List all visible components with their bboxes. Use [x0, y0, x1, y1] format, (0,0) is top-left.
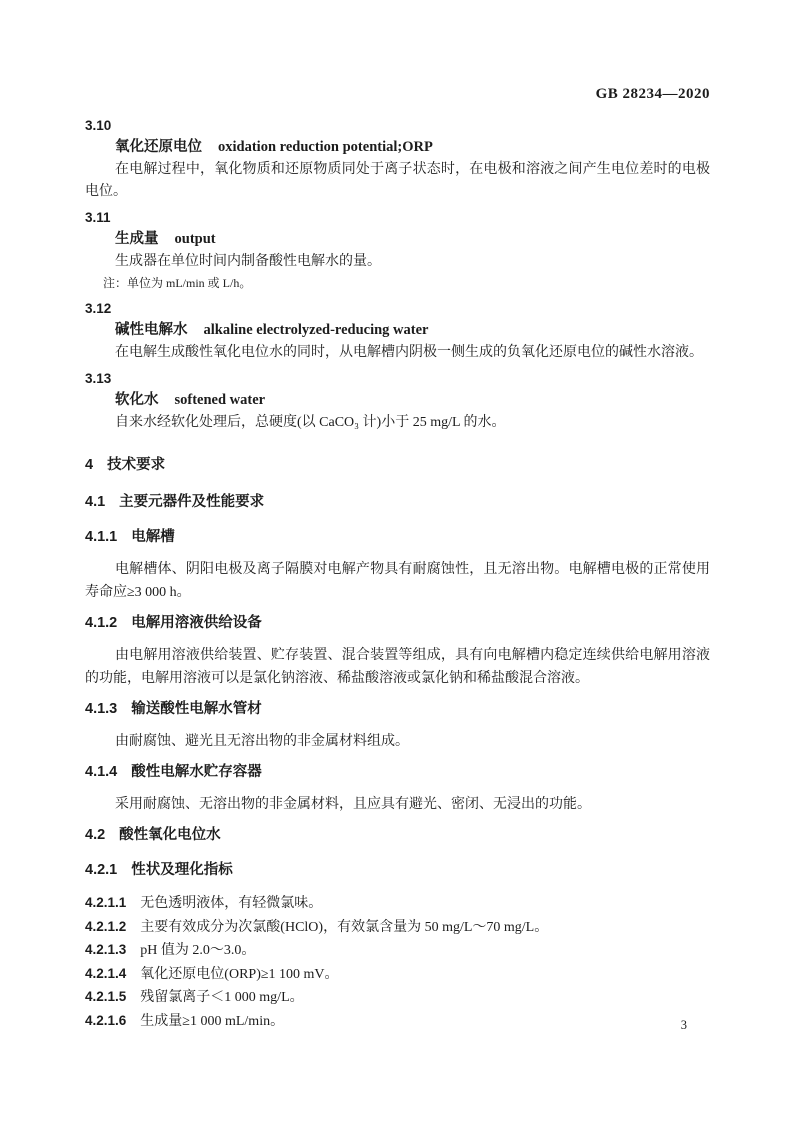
- term-3-13: [85, 368, 710, 434]
- section-title: 主要元器件及性能要求: [119, 494, 265, 510]
- section-body-4-1-4: 采用耐腐蚀、无溶出物的非金属材料，且应具有避光、密闭、无浸出的功能。: [115, 797, 591, 812]
- chapter-number: 4: [85, 457, 94, 473]
- requirement-item: [85, 1010, 710, 1034]
- section-title: 电解槽: [131, 529, 175, 545]
- item-text: 主要有效成分为次氯酸(HClO)，有效氯含量为 50 mg/L～70 mg/L。: [140, 919, 549, 935]
- term-name: 生成量: [115, 231, 159, 247]
- item-number: 4.2.1.3: [85, 942, 127, 957]
- term-clause-number: 3.10: [85, 118, 112, 133]
- section-heading-4-1-2: [85, 612, 710, 634]
- section-heading-4-1: [85, 491, 710, 513]
- term-definition: 生成器在单位时间内制备酸性电解水的量。: [115, 254, 381, 269]
- section-title: 性状及理化指标: [131, 862, 233, 878]
- section-number: 4.1.3: [85, 701, 118, 717]
- term-clause-number: 3.12: [85, 301, 112, 316]
- term-definition: 在电解过程中，氧化物质和还原物质同处于离子状态时，在电极和溶液之间产生电位差时的电极电位。: [85, 162, 710, 199]
- term-english: softened water: [174, 392, 266, 408]
- requirement-items: [85, 892, 710, 1033]
- item-number: 4.2.1.5: [85, 989, 127, 1004]
- term-name: 碱性电解水: [115, 322, 188, 338]
- section-heading-4-1-4: [85, 761, 710, 783]
- term-3-11: [85, 207, 710, 294]
- requirement-item: [85, 986, 710, 1010]
- terms-section: [85, 115, 710, 434]
- term-english: output: [174, 231, 216, 247]
- section-title: 输送酸性电解水管材: [131, 701, 262, 717]
- chapter-heading: [85, 454, 710, 476]
- term-title: [85, 136, 710, 159]
- section-heading-4-2: [85, 824, 710, 846]
- section-body-4-1-1: 电解槽体、阴阳电极及离子隔膜对电解产物具有耐腐蚀性，且无溶出物。电解槽电极的正常使用寿命应≥3 000 h。: [85, 562, 710, 600]
- item-number: 4.2.1.2: [85, 918, 127, 934]
- section-heading-4-1-1: [85, 526, 710, 548]
- item-text: pH 值为 2.0～3.0。: [140, 943, 256, 958]
- section-title: 酸性氧化电位水: [119, 827, 221, 843]
- section-body-4-1-2: 由电解用溶液供给装置、贮存装置、混合装置等组成，具有向电解槽内稳定连续供给电解用溶液的功能，电解用溶液可以是氯化钠溶液、稀盐酸溶液或氯化钠和稀盐酸混合溶液。: [85, 648, 710, 686]
- section-heading-4-1-3: [85, 698, 710, 720]
- term-clause-number: 3.13: [85, 371, 112, 386]
- item-number: 4.2.1.4: [85, 965, 127, 981]
- section-title: 电解用溶液供给设备: [131, 615, 262, 631]
- doc-number: GB 28234—2020: [595, 86, 710, 102]
- section-heading-4-2-1: [85, 859, 710, 881]
- term-3-12: [85, 298, 710, 364]
- term-name: 氧化还原电位: [115, 139, 202, 155]
- requirement-item: [85, 963, 710, 987]
- section-number: 4.1.4: [85, 764, 118, 780]
- item-text: 无色透明液体，有轻微氯味。: [140, 896, 323, 911]
- section-title: 酸性电解水贮存容器: [131, 764, 262, 780]
- term-definition: 自来水经软化处理后，总硬度(以 CaCO₃ 计)小于 25 mg/L 的水。: [115, 415, 506, 430]
- item-text: 残留氯离子＜1 000 mg/L。: [140, 990, 304, 1005]
- chapter-title: 技术要求: [107, 457, 166, 473]
- section-number: 4.1.1: [85, 529, 118, 545]
- term-english: oxidation reduction potential;ORP: [218, 139, 433, 155]
- term-note: 注：单位为 mL/min 或 L/h。: [103, 276, 252, 290]
- section-number: 4.2: [85, 827, 106, 843]
- section-number: 4.2.1: [85, 862, 118, 878]
- term-title: [85, 319, 710, 342]
- section-number: 4.1: [85, 494, 106, 510]
- term-clause-number: 3.11: [85, 210, 111, 225]
- page-number: 3: [680, 1018, 687, 1032]
- item-text: 氧化还原电位(ORP)≥1 100 mV。: [140, 966, 339, 982]
- term-definition: 在电解生成酸性氧化电位水的同时，从电解槽内阴极一侧生成的负氧化还原电位的碱性水溶液。: [115, 345, 703, 360]
- requirement-item: [85, 939, 710, 963]
- term-title: [85, 389, 710, 412]
- requirement-item: [85, 892, 710, 916]
- item-number: 4.2.1.6: [85, 1012, 127, 1028]
- section-number: 4.1.2: [85, 615, 118, 631]
- section-body-4-1-3: 由耐腐蚀、避光且无溶出物的非金属材料组成。: [115, 734, 409, 749]
- item-number: 4.2.1.1: [85, 895, 127, 910]
- term-english: alkaline electrolyzed-reducing water: [203, 322, 429, 338]
- term-title: [85, 228, 710, 251]
- requirement-item: [85, 916, 710, 940]
- term-3-10: [85, 115, 710, 203]
- term-name: 软化水: [115, 392, 159, 408]
- item-text: 生成量≥1 000 mL/min。: [140, 1013, 285, 1029]
